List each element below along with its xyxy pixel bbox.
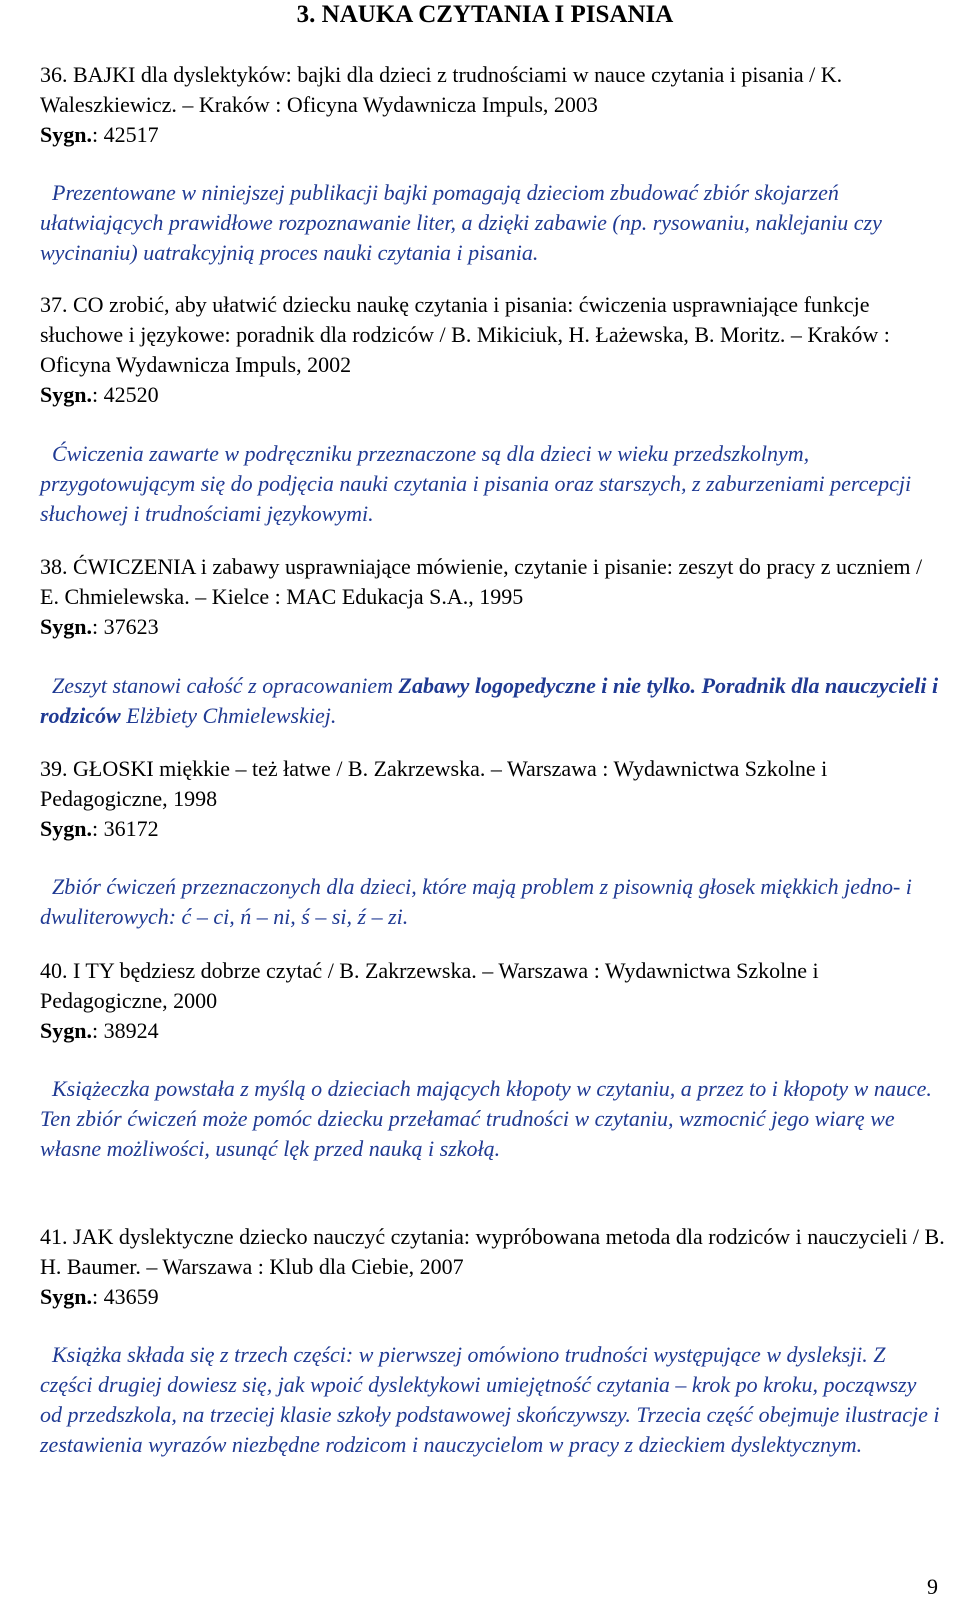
call-number-value: : 36172 [91,816,159,841]
call-number [40,380,945,410]
entry-description: JAK dyslektyczne dziecko nauczyć czytania: wypróbowana metoda dla rodziców i nauczycieli / B. H. Baumer. – Warszawa : Klub dla Ciebie, 2007 [40,1224,945,1279]
call-number-value: : 42517 [91,122,159,147]
entry-number: 37. [40,292,68,317]
annotation-text: Zeszyt stanowi całość z opracowaniem [52,673,399,698]
entry-description: ĆWICZENIA i zabawy usprawniające mówienie, czytanie i pisanie: zeszyt do pracy z uczniem / E. Chmielewska. – Kielce : MAC Edukacja S.A., 1995 [40,554,923,609]
call-number [40,120,945,150]
entry-annotation-38 [40,671,940,731]
call-number-label: Sygn. [40,614,92,639]
entry-description: I TY będziesz dobrze czytać / B. Zakrzewska. – Warszawa : Wydawnictwa Szkolne i Pedagogiczne, 2000 [40,958,819,1013]
bibliography-entry-37 [40,290,945,410]
entry-number: 41. [40,1224,68,1249]
call-number-value: : 43659 [91,1284,159,1309]
annotation-text: Ćwiczenia zawarte w podręczniku przeznaczone są dla dzieci w wieku przedszkolnym, przygotowującym się do podjęcia nauki czytania i pisania oraz starszych, z zaburzeniami percepcji słuchowej i trudnościami językowymi. [40,441,912,526]
call-number-label: Sygn. [40,1284,92,1309]
bibliography-entry-39 [40,754,945,844]
bibliography-entry-38 [40,552,945,642]
annotation-text: Książka składa się z trzech części: w pierwszej omówiono trudności występujące w dysleksji. Z części drugiej dowiesz się, jak wpoić dyslektykowi umiejętność czytania – krok po kroku, począwszy od przedszkola, na trzeciej klasie szkoły podstawowej skończywszy. Trzecia część obejmuje ilustracje i zestawienia wyrazów niezbędne rodzicom i nauczycielom w pracy z dzieckiem dyslektycznym. [40,1342,940,1457]
entry-annotation-39 [40,872,940,932]
annotation-bold-title: Zabawy logopedyczne i nie tylko. Poradnik dla nauczycieli i rodziców [40,673,939,728]
entry-annotation-37 [40,439,940,529]
call-number [40,612,945,642]
entry-annotation-41 [40,1340,940,1460]
bibliography-entry-41 [40,1222,945,1312]
entry-number: 40. [40,958,68,983]
call-number [40,1282,945,1312]
call-number-value: : 38924 [91,1018,159,1043]
entry-description: CO zrobić, aby ułatwić dziecku naukę czytania i pisania: ćwiczenia usprawniające funkcje słuchowe i językowe: poradnik dla rodziców / B. Mikiciuk, H. Łażewska, B. Moritz. – Kraków : Oficyna Wydawnicza Impuls, 2002 [40,292,890,377]
page-number: 9 [927,1574,938,1599]
entry-description: GŁOSKI miękkie – też łatwe / B. Zakrzewska. – Warszawa : Wydawnictwa Szkolne i Pedagogiczne, 1998 [40,756,828,811]
entry-number: 39. [40,756,68,781]
entry-description: BAJKI dla dyslektyków: bajki dla dzieci z trudnościami w nauce czytania i pisania / K. Waleszkiewicz. – Kraków : Oficyna Wydawnicza Impuls, 2003 [40,62,843,117]
call-number-label: Sygn. [40,382,92,407]
entry-number: 36. [40,62,68,87]
annotation-text: Zbiór ćwiczeń przeznaczonych dla dzieci, które mają problem z pisownią głosek miękkich jedno- i dwuliterowych: ć – ci, ń – ni, ś – si, ź – zi. [40,874,912,929]
bibliography-entry-40 [40,956,945,1046]
call-number-value: : 42520 [91,382,159,407]
call-number-label: Sygn. [40,122,92,147]
call-number-value: : 37623 [91,614,159,639]
entry-annotation-36 [40,178,940,268]
call-number-label: Sygn. [40,1018,92,1043]
call-number [40,1016,945,1046]
call-number [40,814,945,844]
entry-annotation-40 [40,1074,940,1164]
annotation-text: Prezentowane w niniejszej publikacji bajki pomagają dzieciom zbudować zbiór skojarzeń ułatwiających prawidłowe rozpoznawanie liter, a dzięki zabawie (np. rysowaniu, naklejaniu czy wycinaniu) uatrakcyjnią proces nauki czytania i pisania. [40,180,882,265]
annotation-text-end: Elżbiety Chmielewskiej. [120,703,337,728]
annotation-text: Książeczka powstała z myślą o dzieciach mających kłopoty w czytaniu, a przez to i kłopoty w nauce. Ten zbiór ćwiczeń może pomóc dziecku przełamać trudności w czytaniu, wzmocnić jego wiarę we własne możliwości, usunąć lęk przed nauką i szkołą. [40,1076,932,1161]
section-title: 3. NAUKA CZYTANIA I PISANIA [296,1,674,28]
entry-number: 38. [40,554,68,579]
call-number-label: Sygn. [40,816,92,841]
bibliography-entry-36 [40,60,945,150]
